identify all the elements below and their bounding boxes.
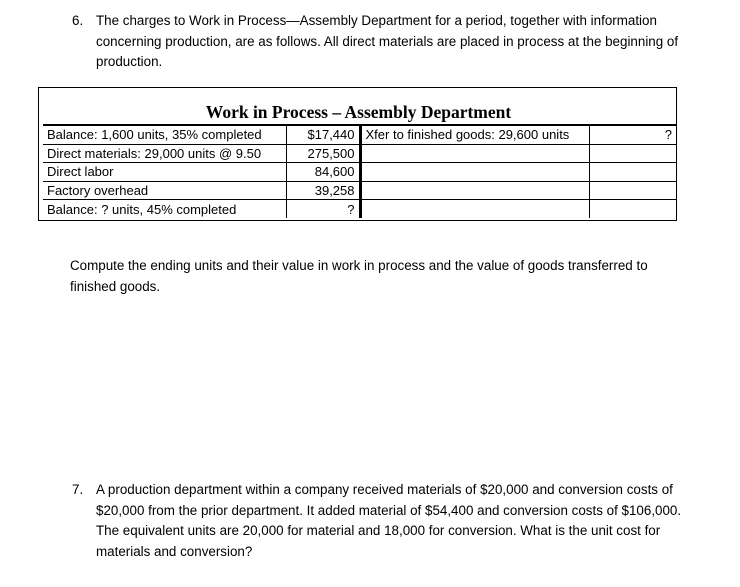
debit-label: Factory overhead — [43, 181, 286, 199]
debit-label: Balance: ? units, 45% completed — [43, 200, 286, 218]
debit-amount: 39,258 — [286, 181, 360, 199]
credit-amount — [589, 200, 676, 218]
debit-label: Direct labor — [43, 163, 286, 181]
credit-label — [360, 200, 589, 218]
question-number: 7. — [72, 482, 84, 497]
instruction-text: Compute the ending units and their value in work in process and the value of goods transferred to finished goods. — [70, 258, 648, 294]
debit-amount: 84,600 — [286, 163, 360, 181]
credit-label: Xfer to finished goods: 29,600 units — [360, 126, 589, 144]
credit-label — [360, 163, 589, 181]
debit-label: Balance: 1,600 units, 35% completed — [43, 126, 286, 144]
ledger-row — [43, 144, 676, 162]
ledger-row — [43, 163, 676, 181]
credit-amount: ? — [589, 126, 676, 144]
credit-label — [360, 181, 589, 199]
question-text: The charges to Work in Process—Assembly Department for a period, together with information concerning production, are as follows. All direct materials are placed in process at the beginning of production. — [96, 13, 679, 69]
t-account-work-in-process — [38, 87, 677, 221]
debit-amount: 275,500 — [286, 144, 360, 162]
t-account-title: Work in Process – Assembly Department — [205, 102, 512, 122]
debit-amount: $17,440 — [286, 126, 360, 144]
question-number: 6. — [72, 13, 84, 28]
credit-amount — [589, 181, 676, 199]
ledger-grid — [43, 126, 676, 218]
debit-amount: ? — [286, 200, 360, 218]
credit-label — [360, 144, 589, 162]
credit-amount — [589, 144, 676, 162]
ledger-row — [43, 181, 676, 199]
ledger-table — [43, 126, 676, 218]
question-text: A production department within a company received materials of $20,000 and conversion costs of $20,000 from the prior department. It added material of $54,400 and conversion costs of $106,000. The equivalent units are 20,000 for material and 18,000 for conversion. What is the unit cost for materials and conversion? — [96, 482, 682, 559]
ledger-row — [43, 200, 676, 218]
debit-label: Direct materials: 29,000 units @ 9.50 — [43, 144, 286, 162]
ledger-row — [43, 126, 676, 144]
credit-amount — [589, 163, 676, 181]
